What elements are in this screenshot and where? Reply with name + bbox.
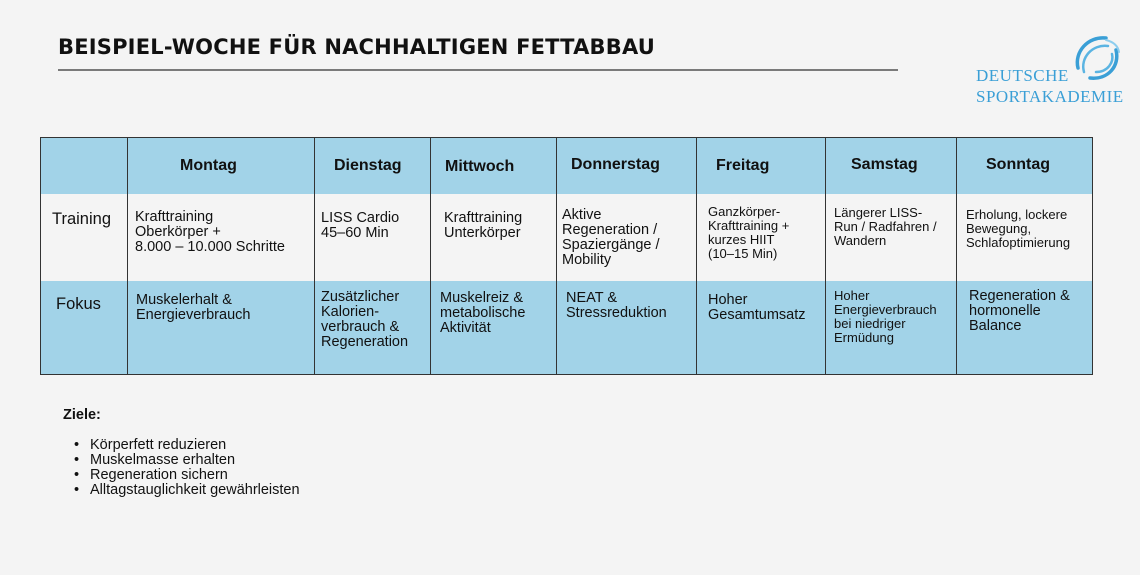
header-montag: Montag [180, 157, 237, 174]
fokus-dienstag: Zusätzlicher Kalorien- verbrauch & Regeneration [321, 289, 409, 350]
column-divider [956, 138, 957, 374]
training-dienstag: LISS Cardio 45–60 Min [321, 210, 400, 241]
training-sonntag: Erholung, lockere Bewegung, Schlafoptimierung [966, 207, 1071, 250]
training-mittwoch: Krafttraining Unterkörper [444, 210, 523, 241]
header-samstag: Samstag [851, 156, 918, 173]
fokus-samstag: Hoher Energieverbrauch bei niedriger Ermüdung [834, 288, 937, 345]
row-label-training: Training [52, 210, 111, 228]
column-divider [696, 138, 697, 374]
column-divider [825, 138, 826, 374]
list-item: • Regeneration sichern [74, 468, 374, 483]
list-item: • Alltagstauglichkeit gewährleisten [74, 483, 374, 498]
header-mittwoch: Mittwoch [445, 158, 515, 175]
training-freitag: Ganzkörper- Krafttraining + kurzes HIIT (10–15 Min) [708, 204, 790, 261]
weekly-plan-table [40, 137, 1093, 375]
fokus-sonntag: Regeneration & hormonelle Balance [969, 288, 1070, 334]
training-montag: Krafttraining Oberkörper + 8.000 – 10.000 Schritte [135, 209, 285, 255]
goals-list [74, 438, 374, 498]
column-divider [314, 138, 315, 374]
page-title: BEISPIEL-WOCHE FÜR NACHHALTIGEN FETTABBAU [58, 35, 655, 59]
training-samstag: Längerer LISS- Run / Radfahren / Wandern [834, 205, 937, 248]
logo [972, 30, 1132, 110]
column-divider [127, 138, 128, 374]
training-donnerstag: Aktive Regeneration / Spaziergänge / Mobility [562, 207, 660, 268]
header-freitag: Freitag [716, 157, 770, 174]
logo-text-line1: DEUTSCHE [976, 66, 1069, 85]
fokus-freitag: Hoher Gesamtumsatz [708, 292, 806, 323]
row-label-fokus: Fokus [56, 295, 101, 313]
fokus-mittwoch: Muskelreiz & metabolische Aktivität [440, 290, 526, 336]
header-dienstag: Dienstag [334, 157, 402, 174]
swoosh-logo-icon [1070, 32, 1124, 82]
column-divider [430, 138, 431, 374]
title-divider [58, 69, 898, 71]
column-divider [556, 138, 557, 374]
goals-heading: Ziele: [63, 407, 101, 423]
header-donnerstag: Donnerstag [571, 156, 660, 173]
list-item: • Muskelmasse erhalten [74, 453, 374, 468]
list-item: • Körperfett reduzieren [74, 438, 374, 453]
fokus-montag: Muskelerhalt & Energieverbrauch [136, 292, 251, 323]
goals-section [63, 407, 300, 498]
fokus-donnerstag: NEAT & Stressreduktion [566, 290, 667, 321]
logo-text-line2: SPORTAKADEMIE [976, 87, 1124, 106]
header-sonntag: Sonntag [986, 156, 1050, 173]
